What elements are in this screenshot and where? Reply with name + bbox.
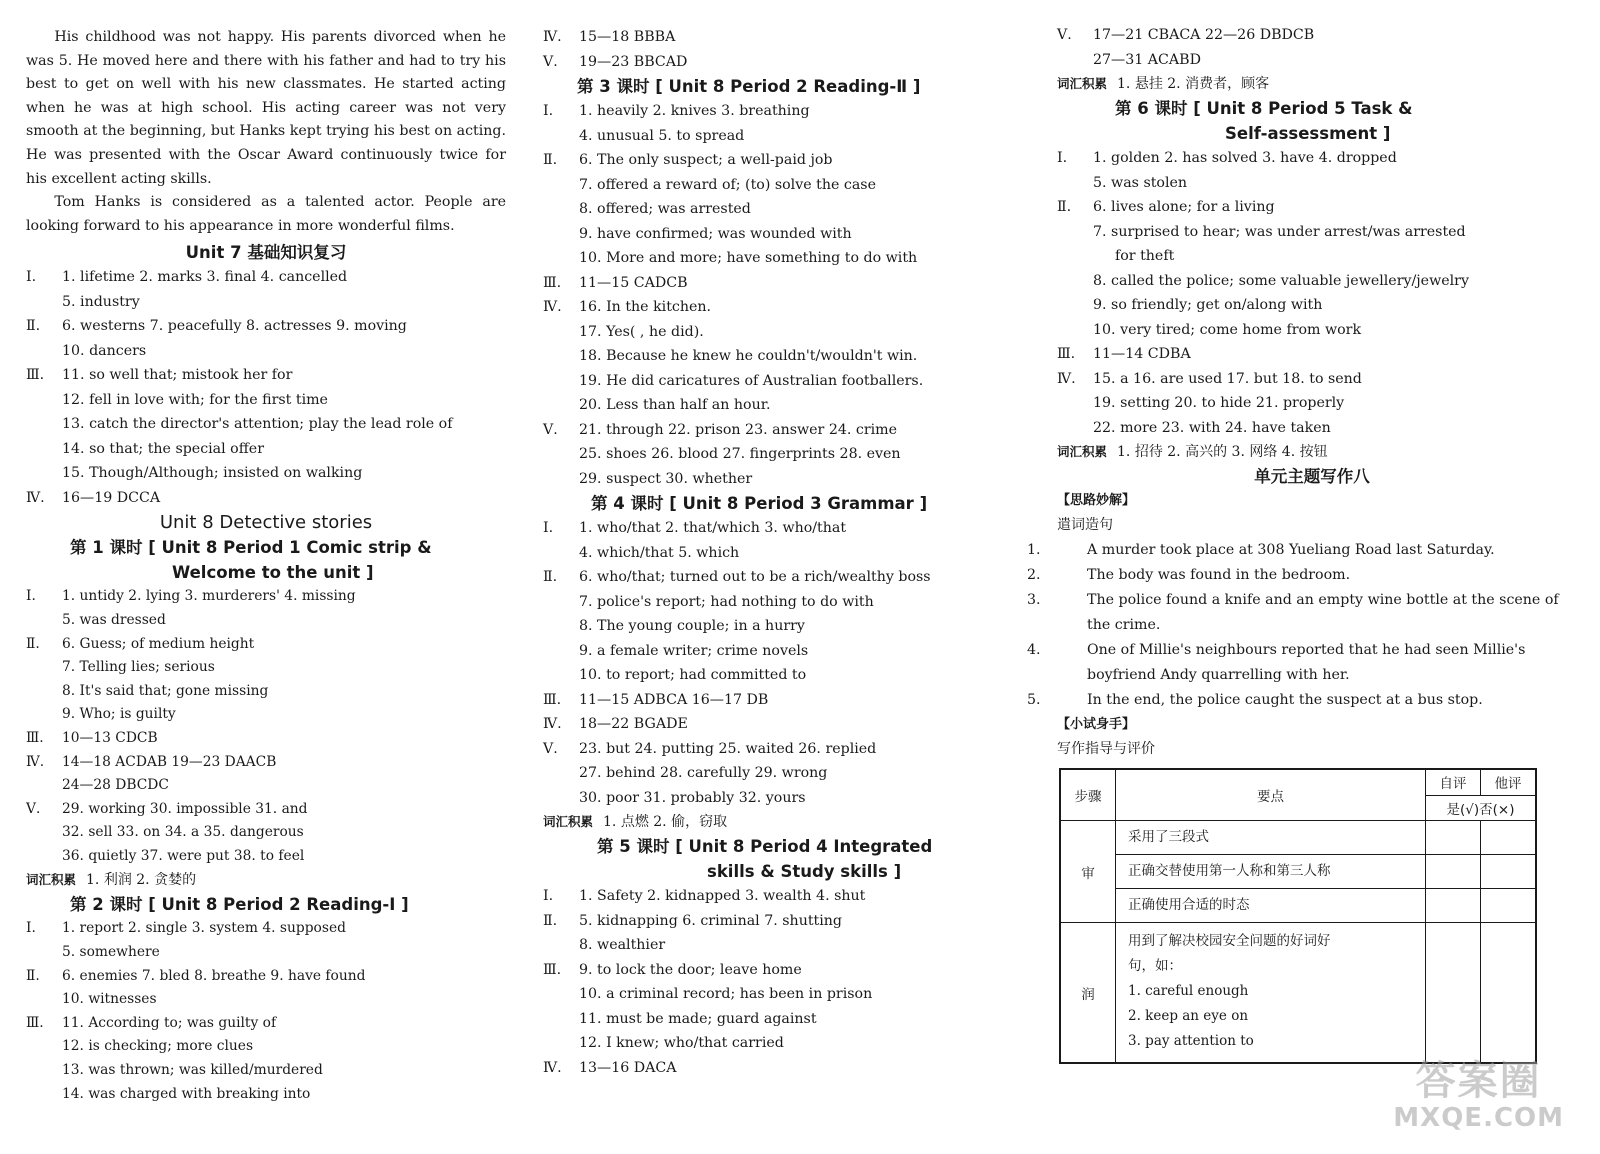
answer-line: 10. very tired; come home from work — [1093, 321, 1362, 338]
answer-line: 10. witnesses — [62, 991, 157, 1008]
watermark-domain: MXQE.COM — [1393, 1103, 1564, 1133]
lesson5-answers — [543, 884, 1013, 1080]
answer-line: Ⅰ. 1. untidy 2. lying 3. murderers' 4. missing — [26, 588, 356, 605]
answer-line: Ⅲ. 11—15 CADCB — [543, 274, 688, 291]
answer-line: 36. quietly 37. were put 38. to feel — [62, 847, 305, 864]
lesson6-answers — [1057, 146, 1567, 440]
essay-paragraph-2: Tom Hanks is considered as a talented actor. People are looking forward to his appearance in more wonderful films. — [26, 194, 506, 234]
unit8-title: Unit 8 Detective stories — [159, 512, 373, 534]
answer-line: Ⅳ. 18—22 BGADE — [543, 716, 688, 732]
answer-line: Ⅲ. 10—13 CDCB — [26, 729, 158, 746]
evaluation-table — [1059, 768, 1537, 1064]
answer-line: 10. dancers — [62, 342, 147, 359]
answer-line: 19. He did caricatures of Australian footballers. — [579, 372, 924, 389]
answer-line: 7. offered a reward of; (to) solve the case — [579, 176, 876, 193]
answer-line: 7. surprised to hear; was under arrest/was arrested — [1093, 223, 1466, 240]
answer-line: Ⅲ. 9. to lock the door; leave home — [543, 961, 802, 978]
answer-line: Ⅴ. 23. but 24. putting 25. waited 26. replied — [543, 740, 877, 757]
tips-label: 【思路妙解】 — [1057, 493, 1136, 508]
answer-line: Ⅴ. 17—21 CBACA 22—26 DBDCB — [1057, 27, 1315, 43]
answer-line: Ⅲ. 11—14 CDBA — [1057, 346, 1191, 362]
lesson6-title: 第 6 课时 [ Unit 8 Period 5 Task & — [1115, 99, 1413, 118]
point-cell: 采用了三段式 — [1116, 821, 1426, 855]
answer-line: Ⅳ. 16. In the kitchen. — [543, 299, 712, 315]
answer-line: 4. unusual 5. to spread — [579, 127, 745, 144]
lesson2-title: 第 2 课时 [ Unit 8 Period 2 Reading-Ⅰ ] — [70, 895, 409, 915]
vocab-accumulation: 词汇积累 1. 招待 2. 高兴的 3. 网络 4. 按钮 — [1057, 444, 1328, 460]
answer-line: Ⅲ. 11. so well that; mistook her for — [26, 367, 293, 384]
column-right — [1027, 23, 1567, 1064]
lesson4-title: 第 4 课时 [ Unit 8 Period 3 Grammar ] — [591, 494, 928, 513]
answer-line: 17. Yes( , he did). — [579, 323, 704, 340]
lesson5-title-cont: skills & Study skills ] — [707, 862, 902, 881]
answer-line: 8. The young couple; in a hurry — [579, 618, 805, 634]
essay-paragraph-1: His childhood was not happy. His parents divorced when he was 5. He moved here and there with his father and had to try his best to get on well with his new classmates. He started acting when he was at high school. His acting career was not very smooth at the beginning, but Hanks kept trying his best on acting. He was presented with the Oscar Award continuously twice for his excellent acting skills. — [26, 29, 506, 187]
sentence-building-label: 遣词造句 — [1057, 517, 1113, 533]
header-yes-no: 是(√)否(×) — [1426, 795, 1537, 821]
unit7-answers — [26, 265, 506, 510]
answer-line: Ⅱ. 5. kidnapping 6. criminal 7. shutting — [543, 912, 842, 929]
self-eval-cell[interactable] — [1426, 821, 1481, 855]
peer-eval-cell[interactable] — [1481, 821, 1537, 855]
answer-line: 20. Less than half an hour. — [579, 397, 771, 413]
answer-line: Ⅰ. 1. report 2. single 3. system 4. supposed — [26, 920, 346, 937]
unit7-review-title: Unit 7 基础知识复习 — [185, 243, 347, 263]
header-peer-eval: 他评 — [1481, 769, 1537, 795]
answer-line: 10. a criminal record; has been in prison — [579, 986, 873, 1002]
answer-line: Ⅰ. 1. heavily 2. knives 3. breathing — [543, 103, 810, 119]
answer-line: Ⅱ. 6. Guess; of medium height — [26, 635, 255, 652]
try-label: 【小试身手】 — [1057, 717, 1136, 732]
vocab-accumulation: 词汇积累 1. 悬挂 2. 消费者，顾客 — [1057, 76, 1270, 92]
answer-line: 14. so that; the special offer — [62, 440, 264, 457]
answer-line: 14. was charged with breaking into — [62, 1085, 311, 1102]
answer-line: Ⅴ. 19—23 BBCAD — [543, 53, 688, 70]
answer-line: Ⅲ. 11—15 ADBCA 16—17 DB — [543, 691, 769, 708]
answer-line: 7. Telling lies; serious — [62, 659, 215, 676]
vocab-accumulation: 词汇积累 1. 利润 2. 贪婪的 — [26, 872, 197, 889]
answer-line: Ⅳ. 13—16 DACA — [543, 1059, 677, 1076]
sentence-item: 1. A murder took place at 308 Yueliang Road last Saturday. — [1027, 542, 1495, 558]
lesson2-answers — [26, 917, 506, 1106]
answer-line: Ⅴ. 29. working 30. impossible 31. and — [26, 800, 308, 817]
answer-line: 30. poor 31. probably 32. yours — [579, 789, 806, 806]
answer-line: Ⅰ. 1. golden 2. has solved 3. have 4. dropped — [1057, 150, 1397, 166]
header-step: 步骤 — [1060, 769, 1116, 821]
answer-line: Ⅰ. 1. Safety 2. kidnapped 3. wealth 4. shut — [543, 888, 866, 904]
answer-line: 12. is checking; more clues — [62, 1038, 254, 1055]
header-self-eval: 自评 — [1426, 769, 1481, 795]
answer-line: 18. Because he knew he couldn't/wouldn't win. — [579, 348, 918, 364]
vocab-accumulation: 词汇积累 1. 点燃 2. 偷，窃取 — [543, 814, 728, 830]
answer-line: 9. have confirmed; was wounded with — [579, 225, 852, 242]
vocab-label: 词汇积累 — [26, 872, 77, 888]
lesson1-title: 第 1 课时 [ Unit 8 Period 1 Comic strip & — [70, 538, 432, 558]
answer-line: 5. was dressed — [62, 611, 166, 628]
answer-line: Ⅱ. 6. lives alone; for a living — [1057, 199, 1275, 215]
lesson1-answers — [26, 585, 506, 868]
answer-line: Ⅱ. 6. The only suspect; a well-paid job — [543, 152, 833, 168]
answer-line: 10. to report; had committed to — [579, 667, 807, 683]
answer-line: 5. was stolen — [1093, 174, 1188, 191]
sentence-item: 5. In the end, the police caught the suspect at a bus stop. — [1027, 692, 1483, 708]
answer-line: 19. setting 20. to hide 21. properly — [1093, 395, 1345, 411]
answer-line: 5. industry — [62, 293, 140, 310]
watermark-logo — [1393, 1058, 1564, 1132]
answer-line: 7. police's report; had nothing to do with — [579, 593, 874, 610]
answer-line: Ⅰ. 1. lifetime 2. marks 3. final 4. cancelled — [26, 269, 348, 286]
answer-line: 11. must be made; guard against — [579, 1010, 817, 1027]
answer-line: Ⅳ. 14—18 ACDAB 19—23 DAACB — [26, 753, 277, 770]
answer-line: 13. was thrown; was killed/murdered — [62, 1062, 323, 1079]
step-polish: 润 — [1060, 923, 1116, 1064]
writing-guide-label: 写作指导与评价 — [1057, 741, 1155, 757]
answer-line: for theft — [1115, 248, 1175, 264]
answer-line: 8. It's said that; gone missing — [62, 682, 269, 699]
sentence-item: 3. The police found a knife and an empty wine bottle at the scene of the crime. — [1027, 592, 1559, 633]
model-sentences — [1027, 538, 1567, 713]
answer-line: 32. sell 33. on 34. a 35. dangerous — [62, 824, 304, 841]
answer-line: 4. which/that 5. which — [579, 544, 740, 561]
answer-line: 12. I knew; who/that carried — [579, 1035, 784, 1051]
peer-eval-cell[interactable] — [1481, 855, 1537, 889]
answer-line: 12. fell in love with; for the first time — [62, 391, 328, 408]
lesson3-answers — [543, 99, 1013, 491]
self-eval-cell[interactable] — [1426, 923, 1481, 1064]
watermark-text: 答案圈 — [1415, 1058, 1542, 1104]
answer-line: 29. suspect 30. whether — [579, 470, 753, 487]
answer-line: 8. offered; was arrested — [579, 201, 751, 217]
answer-line: 9. a female writer; crime novels — [579, 642, 809, 659]
peer-eval-cell[interactable] — [1481, 923, 1537, 1064]
lesson1-title-cont: Welcome to the unit ] — [172, 563, 374, 583]
writing-section-title: 单元主题写作八 — [1254, 467, 1370, 486]
peer-eval-cell[interactable] — [1481, 889, 1537, 923]
answer-line: 22. more 23. with 24. have taken — [1093, 419, 1331, 436]
answer-line: Ⅳ. 15. a 16. are used 17. but 18. to send — [1057, 370, 1362, 387]
step-review: 审 — [1060, 821, 1116, 923]
column-middle — [543, 25, 1013, 1080]
answer-line: Ⅰ. 1. who/that 2. that/which 3. who/that — [543, 520, 847, 536]
answer-line: 8. wealthier — [579, 937, 666, 953]
answer-line: 13. catch the director's attention; play the lead role of — [62, 416, 453, 433]
answer-line: 24—28 DBCDC — [62, 777, 169, 794]
answer-line: 9. so friendly; get on/along with — [1093, 297, 1323, 313]
column-left — [26, 26, 506, 1106]
answer-line: Ⅱ. 6. westerns 7. peacefully 8. actresses 9. moving — [26, 318, 407, 335]
answer-line: 27. behind 28. carefully 29. wrong — [579, 765, 828, 781]
answer-line: 5. somewhere — [62, 944, 160, 961]
sentence-item: 2. The body was found in the bedroom. — [1027, 567, 1351, 583]
answer-line: Ⅳ. 15—18 BBBA — [543, 29, 676, 45]
answer-line: Ⅱ. 6. who/that; turned out to be a rich/wealthy boss — [543, 569, 931, 585]
self-eval-cell[interactable] — [1426, 855, 1481, 889]
answer-line: 25. shoes 26. blood 27. fingerprints 28. even — [579, 446, 901, 462]
answer-line: 15. Though/Although; insisted on walking — [62, 465, 363, 482]
point-cell: 正确使用合适的时态 — [1116, 889, 1426, 923]
answer-line: 9. Who; is guilty — [62, 706, 176, 723]
answer-line: Ⅴ. 21. through 22. prison 23. answer 24. crime — [543, 421, 898, 438]
lesson5-title: 第 5 课时 [ Unit 8 Period 4 Integrated — [597, 837, 933, 856]
answer-line: Ⅱ. 6. enemies 7. bled 8. breathe 9. have found — [26, 967, 366, 984]
lesson3-title: 第 3 课时 [ Unit 8 Period 2 Reading-Ⅱ ] — [577, 77, 921, 96]
answer-line: 27—31 ACABD — [1093, 51, 1201, 68]
answer-line: 10. More and more; have something to do with — [579, 250, 918, 266]
point-cell: 用到了解决校园安全问题的好词好 句，如： 1. careful enough 2. keep an eye on 3. pay attention to — [1116, 923, 1426, 1064]
answer-line: 8. called the police; some valuable jewellery/jewelry — [1093, 272, 1469, 289]
answer-line: Ⅲ. 11. According to; was guilty of — [26, 1014, 277, 1031]
answer-line: Ⅳ. 16—19 DCCA — [26, 489, 161, 506]
header-points: 要点 — [1116, 769, 1426, 821]
lesson4-answers — [543, 516, 1013, 810]
self-eval-cell[interactable] — [1426, 889, 1481, 923]
lesson6-title-cont: Self-assessment ] — [1225, 124, 1391, 143]
point-cell: 正确交替使用第一人称和第三人称 — [1116, 855, 1426, 889]
sentence-item: 4. One of Millie's neighbours reported that he had seen Millie's boyfriend Andy quarrelling with her. — [1027, 642, 1526, 683]
